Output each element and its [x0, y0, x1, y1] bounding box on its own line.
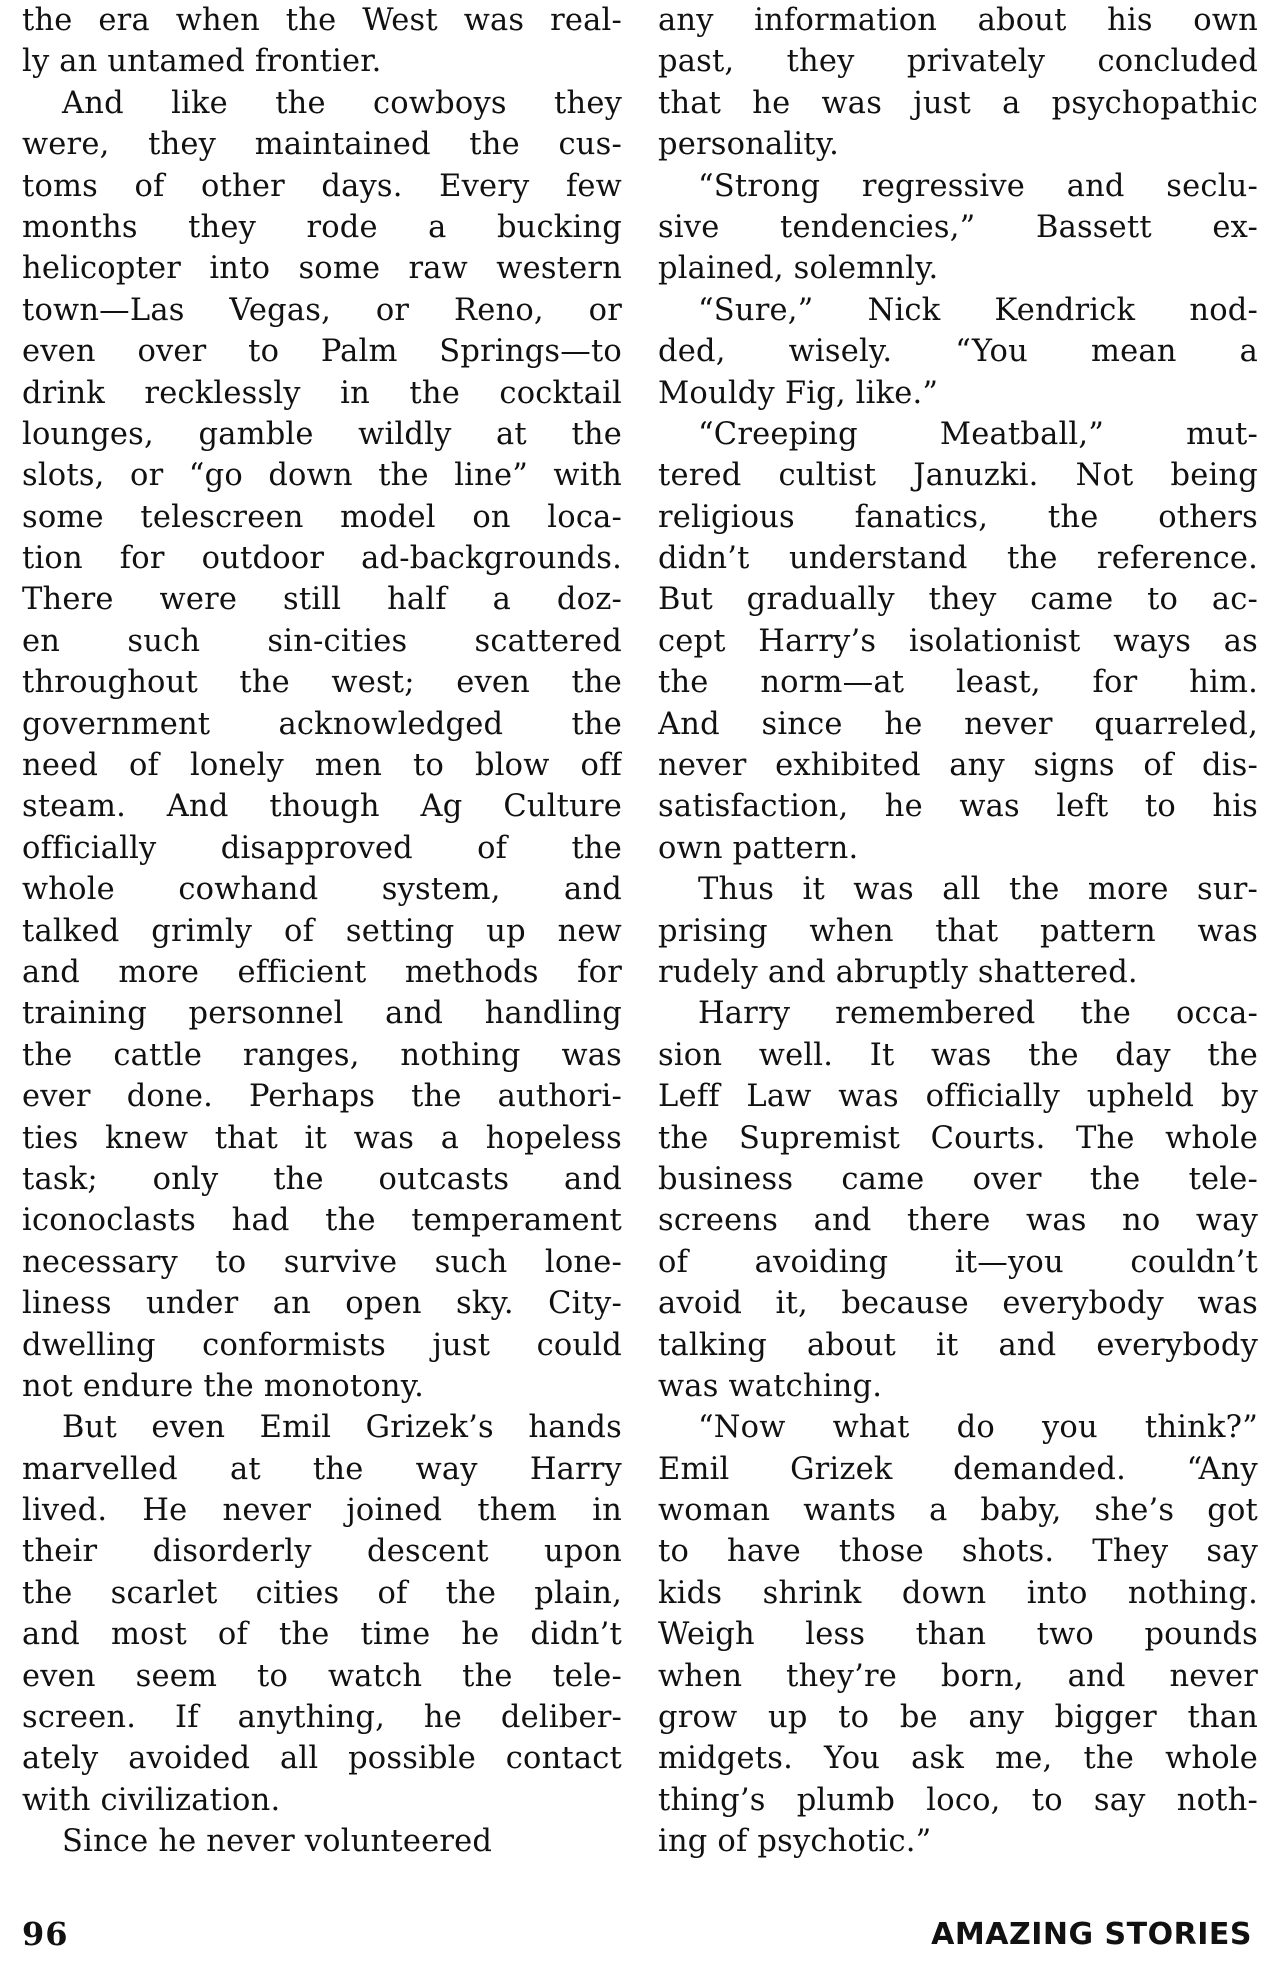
text-line: steam. And though Ag Culture	[22, 789, 622, 825]
paragraph	[22, 1821, 622, 1862]
text-line: slots, or “go down the line” with	[22, 458, 622, 494]
text-line: And like the cowboys they	[62, 85, 622, 121]
text-line: screens and there was no way	[658, 1203, 1258, 1239]
text-line: woman wants a baby, she’s got	[658, 1493, 1258, 1529]
page-number: 96	[22, 1915, 69, 1953]
text-line: marvelled at the way Harry	[22, 1451, 622, 1487]
text-line: ever done. Perhaps the authori-	[22, 1079, 622, 1115]
text-line: ties knew that it was a hopeless	[22, 1120, 622, 1156]
text-line: town—Las Vegas, or Reno, or	[22, 292, 622, 328]
text-line: en such sin-cities scattered	[22, 623, 622, 659]
text-line: helicopter into some raw western	[22, 251, 622, 287]
text-line: and more efficient methods for	[22, 954, 622, 990]
text-line: lived. He never joined them in	[22, 1493, 622, 1529]
text-line: toms of other days. Every few	[22, 168, 622, 204]
text-line: tered cultist Januzki. Not being	[658, 458, 1258, 494]
paragraph	[22, 1407, 622, 1821]
text-line: to have those shots. They say	[658, 1534, 1258, 1570]
magazine-title: AMAZING STORIES	[931, 1917, 1252, 1952]
text-line: iconoclasts had the temperament	[22, 1203, 622, 1239]
paragraph	[658, 290, 1258, 414]
text-line: the scarlet cities of the plain,	[22, 1575, 622, 1611]
text-line: sion well. It was the day the	[658, 1037, 1258, 1073]
text-line: past, they privately concluded	[658, 44, 1258, 80]
paragraph	[658, 869, 1258, 993]
text-line: necessary to survive such lone-	[22, 1244, 622, 1280]
text-line: rudely and abruptly shattered.	[658, 954, 1138, 990]
left-text-column	[22, 0, 622, 1870]
text-line: business came over the tele-	[658, 1161, 1258, 1197]
text-line: never exhibited any signs of dis-	[658, 748, 1258, 784]
text-line: the Supremist Courts. The whole	[658, 1120, 1258, 1156]
text-line: Leff Law was officially upheld by	[658, 1079, 1258, 1115]
paragraph	[658, 1407, 1258, 1862]
text-line: the cattle ranges, nothing was	[22, 1037, 622, 1073]
text-line: drink recklessly in the cocktail	[22, 375, 622, 411]
text-line: lounges, gamble wildly at the	[22, 416, 622, 452]
text-line: religious fanatics, the others	[658, 499, 1258, 535]
text-line: when they’re born, and never	[658, 1658, 1258, 1694]
text-line: thing’s plumb loco, to say noth-	[658, 1782, 1258, 1818]
text-line: And since he never quarreled,	[658, 706, 1258, 742]
paragraph	[658, 993, 1258, 1407]
text-line: not endure the monotony.	[22, 1368, 425, 1404]
text-line: personality.	[658, 127, 840, 163]
text-line: But even Emil Grizek’s hands	[62, 1410, 622, 1446]
text-line: plained, solemnly.	[658, 251, 939, 287]
text-line: of avoiding it—you couldn’t	[658, 1244, 1258, 1280]
text-line: dwelling conformists just could	[22, 1327, 622, 1363]
text-line: their disorderly descent upon	[22, 1534, 622, 1570]
text-line: sive tendencies,” Bassett ex-	[658, 209, 1258, 245]
text-line: government acknowledged the	[22, 706, 622, 742]
text-line: Since he never volunteered	[62, 1824, 493, 1860]
text-line: Mouldy Fig, like.”	[658, 375, 939, 411]
text-line: didn’t understand the reference.	[658, 541, 1258, 577]
text-line: that he was just a psychopathic	[658, 85, 1258, 121]
paragraph	[658, 166, 1258, 290]
text-line: own pattern.	[658, 830, 859, 866]
text-line: with civilization.	[22, 1782, 281, 1818]
text-line: “Strong regressive and seclu-	[698, 168, 1258, 204]
text-line: But gradually they came to ac-	[658, 582, 1258, 618]
text-line: officially disapproved of the	[22, 830, 622, 866]
text-line: Emil Grizek demanded. “Any	[658, 1451, 1258, 1487]
text-line: avoid it, because everybody was	[658, 1286, 1258, 1322]
text-line: satisfaction, he was left to his	[658, 789, 1258, 825]
text-line: grow up to be any bigger than	[658, 1700, 1258, 1736]
text-line: any information about his own	[658, 3, 1258, 38]
text-line: the norm—at least, for him.	[658, 665, 1258, 701]
text-line: tion for outdoor ad-backgrounds.	[22, 541, 622, 577]
text-line: throughout the west; even the	[22, 665, 622, 701]
text-line: “Sure,” Nick Kendrick nod-	[698, 292, 1258, 328]
text-line: screen. If anything, he deliber-	[22, 1700, 622, 1736]
text-line: Thus it was all the more sur-	[698, 872, 1258, 908]
text-line: Weigh less than two pounds	[658, 1617, 1258, 1653]
text-line: were, they maintained the cus-	[22, 127, 622, 163]
text-line: was watching.	[658, 1368, 883, 1404]
text-line: talking about it and everybody	[658, 1327, 1258, 1363]
text-line: “Now what do you think?”	[698, 1410, 1258, 1446]
text-line: ing of psychotic.”	[658, 1824, 932, 1860]
text-line: some telescreen model on loca-	[22, 499, 622, 535]
text-line: task; only the outcasts and	[22, 1161, 622, 1197]
paragraph	[658, 0, 1258, 166]
text-line: kids shrink down into nothing.	[658, 1575, 1258, 1611]
text-line: even seem to watch the tele-	[22, 1658, 622, 1694]
text-line: even over to Palm Springs—to	[22, 334, 622, 370]
text-line: ly an untamed frontier.	[22, 44, 382, 80]
paragraph	[22, 83, 622, 1408]
text-line: talked grimly of setting up new	[22, 913, 622, 949]
paragraph	[22, 0, 622, 83]
text-line: cept Harry’s isolationist ways as	[658, 623, 1258, 659]
right-text-column	[658, 0, 1258, 1870]
text-line: Harry remembered the occa-	[698, 996, 1258, 1032]
text-line: “Creeping Meatball,” mut-	[698, 416, 1258, 452]
text-line: prising when that pattern was	[658, 913, 1258, 949]
paragraph	[658, 414, 1258, 869]
text-line: liness under an open sky. City-	[22, 1286, 622, 1322]
text-line: There were still half a doz-	[22, 582, 622, 618]
text-line: whole cowhand system, and	[22, 872, 622, 908]
text-line: months they rode a bucking	[22, 209, 622, 245]
text-line: need of lonely men to blow off	[22, 748, 622, 784]
text-line: ately avoided all possible contact	[22, 1741, 622, 1777]
text-line: midgets. You ask me, the whole	[658, 1741, 1258, 1777]
text-line: the era when the West was real-	[22, 3, 622, 38]
text-line: and most of the time he didn’t	[22, 1617, 622, 1653]
text-line: ded, wisely. “You mean a	[658, 334, 1258, 370]
text-line: training personnel and handling	[22, 996, 622, 1032]
